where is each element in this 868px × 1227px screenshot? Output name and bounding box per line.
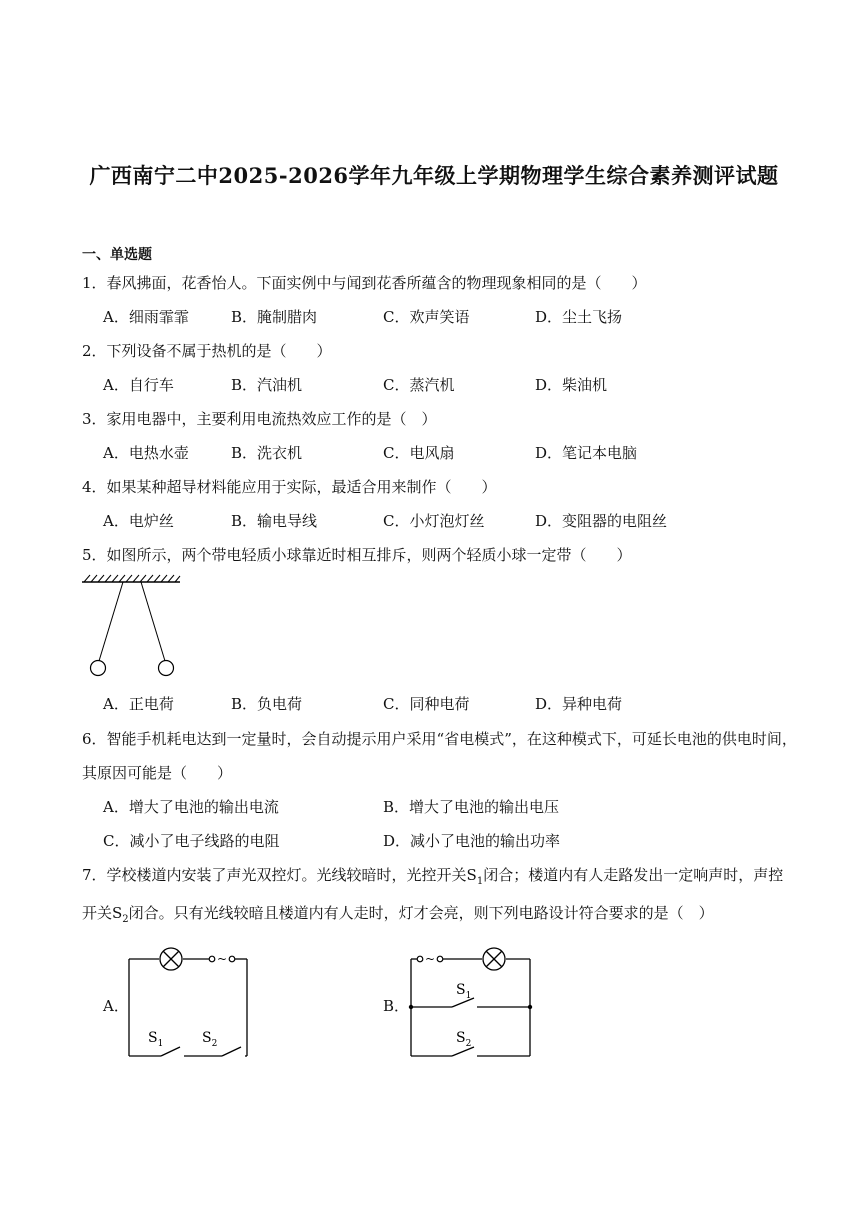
q1-option-c[interactable]: C．欢声笑语 (383, 308, 470, 326)
q1-option-d[interactable]: D．尘土飞扬 (535, 308, 623, 326)
junction-left (409, 1005, 413, 1009)
ac-source-icon (417, 952, 443, 966)
q5-option-d[interactable]: D．异种电荷 (535, 695, 623, 713)
q2-option-b[interactable]: B．汽油机 (231, 376, 303, 394)
question-6-stem-line1: 6．智能手机耗电达到一定量时，会自动提示用户采用“省电模式”，在这种模式下，可延长电池的供电时间， (82, 730, 797, 748)
left-thread (99, 582, 123, 661)
question-1-stem: 1．春风拂面，花香怡人。下面实例中与闻到花香所蕴含的物理现象相同的是（ ） (82, 274, 647, 292)
question-6-stem-line2: 其原因可能是（ ） (82, 764, 233, 782)
q3-option-b[interactable]: B．洗衣机 (231, 444, 303, 462)
switch-s1-label: $S_1$ (148, 1030, 164, 1049)
circuit-a-diagram (120, 945, 260, 1065)
lamp-icon (483, 948, 505, 970)
question-7-stem-line1: 7．学校楼道内安装了声光双控灯。光线较暗时，光控开关$S_1$闭合；楼道内有人走路发出一定响声时，声控 (82, 866, 784, 887)
question-5-stem: 5．如图所示，两个带电轻质小球靠近时相互排斥，则两个轻质小球一定带（ ） (82, 546, 632, 564)
switch-s2-label: $S_2$ (456, 1030, 472, 1049)
lamp-icon (160, 948, 182, 970)
q2-option-a[interactable]: A．自行车 (103, 376, 174, 394)
question-3-stem: 3．家用电器中，主要利用电流热效应工作的是（ ） (82, 410, 437, 428)
section-heading: 一、单选题 (82, 247, 152, 263)
switch-s2-label: $S_2$ (202, 1030, 218, 1049)
circuit-b-diagram (404, 945, 544, 1065)
q5-option-b[interactable]: B．负电荷 (231, 695, 303, 713)
q3-option-c[interactable]: C．电风扇 (383, 444, 455, 462)
q6-option-c[interactable]: C．减小了电子线路的电阻 (103, 832, 280, 850)
q7-option-a-label[interactable]: A． (103, 997, 129, 1015)
left-ball (91, 661, 106, 676)
q5-option-a[interactable]: A．正电荷 (103, 695, 174, 713)
q4-option-b[interactable]: B．输电导线 (231, 512, 318, 530)
question-7-stem-line2: 开关$S_2$闭合。只有光线较暗且楼道内有人走时，灯才会亮，则下列电路设计符合要求的是（ ） (82, 904, 714, 925)
q5-option-c[interactable]: C．同种电荷 (383, 695, 470, 713)
q6-option-a[interactable]: A．增大了电池的输出电流 (103, 798, 279, 816)
q7-option-b-label[interactable]: B． (383, 997, 410, 1015)
q3-option-d[interactable]: D．笔记本电脑 (535, 444, 638, 462)
q4-option-a[interactable]: A．电炉丝 (103, 512, 174, 530)
ac-source-icon (209, 952, 235, 966)
page-title: 广西南宁二中2025-2026学年九年级上学期物理学生综合素养测评试题 (89, 163, 779, 188)
q4-option-c[interactable]: C．小灯泡灯丝 (383, 512, 485, 530)
question-2-stem: 2．下列设备不属于热机的是（ ） (82, 342, 332, 360)
q6-option-b[interactable]: B．增大了电池的输出电压 (383, 798, 560, 816)
q1-option-a[interactable]: A．细雨霏霏 (103, 308, 189, 326)
svg-text:~: ~ (424, 952, 436, 966)
right-ball (159, 661, 174, 676)
q3-option-a[interactable]: A．电热水壶 (103, 444, 189, 462)
q2-option-d[interactable]: D．柴油机 (535, 376, 608, 394)
q1-option-b[interactable]: B．腌制腊肉 (231, 308, 318, 326)
charged-balls-figure (80, 572, 190, 682)
q2-option-c[interactable]: C．蒸汽机 (383, 376, 455, 394)
question-4-stem: 4．如果某种超导材料能应用于实际，最适合用来制作（ ） (82, 478, 497, 496)
svg-text:~: ~ (216, 952, 228, 966)
right-thread (141, 582, 165, 661)
ceiling-hatching (84, 575, 180, 582)
q6-option-d[interactable]: D．减小了电池的输出功率 (383, 832, 561, 850)
q4-option-d[interactable]: D．变阻器的电阻丝 (535, 512, 668, 530)
junction-right (528, 1005, 532, 1009)
switch-s1-label: $S_1$ (456, 982, 472, 1001)
